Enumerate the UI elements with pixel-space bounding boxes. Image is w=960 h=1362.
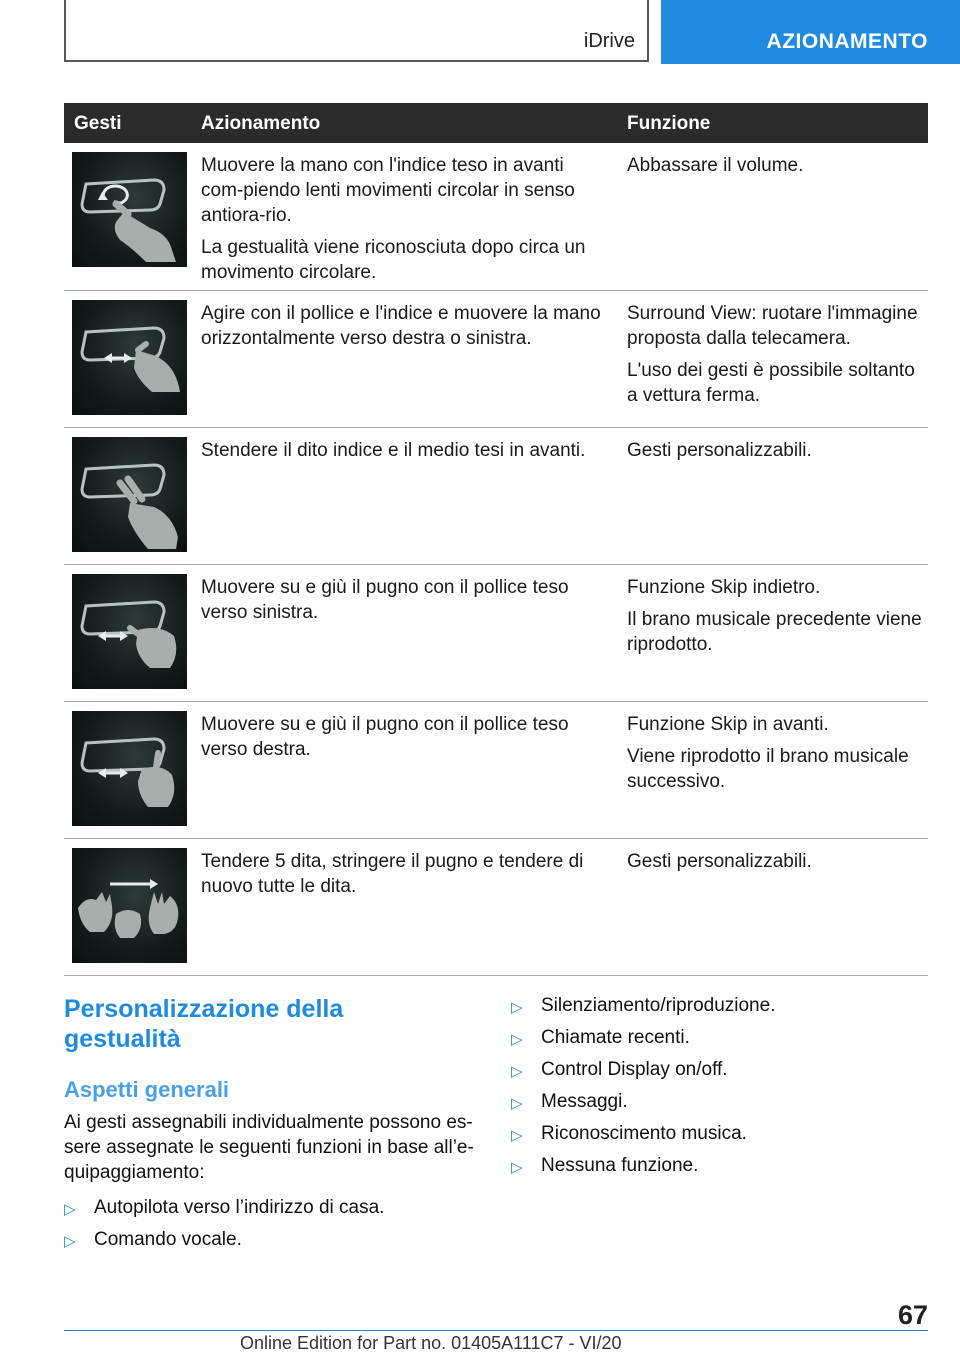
row-4-funzione [627,575,928,664]
row-1-azionamento [201,153,605,292]
list-item [511,1089,775,1121]
row-2-funzione-text-2: L'uso dei gesti è possibile soltanto a vettura ferma. [627,360,915,406]
list-item [511,1025,775,1057]
list-item [511,1057,775,1089]
row-1-funzione-text-1: Abbassare il volume. [627,155,804,176]
row-5-azionamento [201,712,605,769]
header-section-label: iDrive [583,30,635,52]
bullet-triangle-icon: ▷ [511,1095,523,1112]
list-item-text: Riconoscimento musica. [541,1123,747,1144]
row-3-azionamento-text-1: Stendere il dito indice e il medio tesi in avanti. [201,440,586,461]
table-row [64,565,928,702]
row-4-funzione-text-1: Funzione Skip indietro. [627,577,821,598]
list-item [64,1227,384,1259]
gesture-thumb-right-icon [72,711,187,826]
table-row [64,291,928,428]
row-3-azionamento [201,438,605,470]
row-6-azionamento-text-1: Tendere 5 dita, stringere il pugno e tendere di nuovo tutte le dita. [201,851,584,897]
gesture-pinch-swipe-icon [72,300,187,415]
table-row [64,143,928,291]
list-item [511,993,775,1025]
page-number: 67 [897,1300,928,1330]
header-chapter-label: AZIONAMENTO [766,30,928,53]
list-item-text: Comando vocale. [94,1229,242,1250]
function-list-right [511,993,775,1185]
row-1-funzione [627,153,928,185]
list-item [64,1195,384,1227]
row-5-funzione [627,712,928,801]
row-2-funzione [627,301,928,415]
section-heading: Personalizzazione della gestualità [64,995,344,1053]
bullet-triangle-icon: ▷ [511,1127,523,1144]
list-item-text: Nessuna funzione. [541,1155,699,1176]
list-item-text: Chiamate recenti. [541,1027,690,1048]
intro-paragraph: Ai gesti assegnabili individualmente possono es-sere assegnate le seguenti funzioni in base all’e-quipaggiamento: [64,1112,474,1183]
row-6-funzione-text-1: Gesti personalizzabili. [627,851,812,872]
row-6-funzione [627,849,928,881]
row-2-funzione-text-1: Surround View: ruotare l'immagine proposta dalla telecamera. [627,303,918,349]
gesture-two-fingers-icon [72,437,187,552]
table-row [64,428,928,565]
bullet-triangle-icon: ▷ [511,1031,523,1048]
row-4-azionamento-text-1: Muovere su e giù il pugno con il pollice teso verso sinistra. [201,577,569,623]
gesture-rotate-counterclockwise-icon [72,152,187,267]
row-2-azionamento-text-1: Agire con il pollice e l'indice e muovere la mano orizzontalmente verso destra o sinistra. [201,303,601,349]
subsection-heading: Aspetti generali [64,1077,230,1102]
row-6-azionamento [201,849,605,906]
table-row [64,839,928,976]
row-5-funzione-text-1: Funzione Skip in avanti. [627,714,829,735]
bullet-triangle-icon: ▷ [64,1201,76,1218]
list-item [511,1121,775,1153]
row-3-funzione-text-1: Gesti personalizzabili. [627,440,812,461]
list-item [511,1153,775,1185]
row-4-azionamento [201,575,605,632]
row-1-azionamento-text-1: Muovere la mano con l'indice teso in avanti com-piendo lenti movimenti circolar in senso antiora-rio. [201,155,575,226]
column-header-azionamento: Azionamento [201,113,321,134]
header-section-box [64,0,649,62]
gestures-table [64,103,928,976]
function-list-left [64,1195,384,1259]
list-item-text: Control Display on/off. [541,1059,728,1080]
bullet-triangle-icon: ▷ [64,1233,76,1250]
footer-edition-note: Online Edition for Part no. 01405A111C7 - VI/20 [240,1333,622,1353]
column-header-gesti: Gesti [74,113,122,134]
list-item-text: Autopilota verso l’indirizzo di casa. [94,1197,385,1218]
bullet-triangle-icon: ▷ [511,999,523,1016]
list-item-text: Messaggi. [541,1091,628,1112]
bullet-triangle-icon: ▷ [511,1063,523,1080]
row-4-funzione-text-2: Il brano musicale precedente viene riprodotto. [627,609,922,655]
row-2-azionamento [201,301,605,358]
row-5-funzione-text-2: Viene riprodotto il brano musicale successivo. [627,746,909,792]
row-3-funzione [627,438,928,470]
table-header [64,103,928,143]
row-1-azionamento-text-2: La gestualità viene riconosciuta dopo circa un movimento circolare. [201,237,586,283]
bullet-triangle-icon: ▷ [511,1159,523,1176]
list-item-text: Silenziamento/riproduzione. [541,995,776,1016]
column-header-funzione: Funzione [627,113,711,134]
footer-divider [64,1330,928,1331]
gesture-thumb-left-icon [72,574,187,689]
row-5-azionamento-text-1: Muovere su e giù il pugno con il pollice teso verso destra. [201,714,569,760]
table-row [64,702,928,839]
header-chapter-tab [661,0,960,64]
gesture-fist-open-icon [72,848,187,963]
